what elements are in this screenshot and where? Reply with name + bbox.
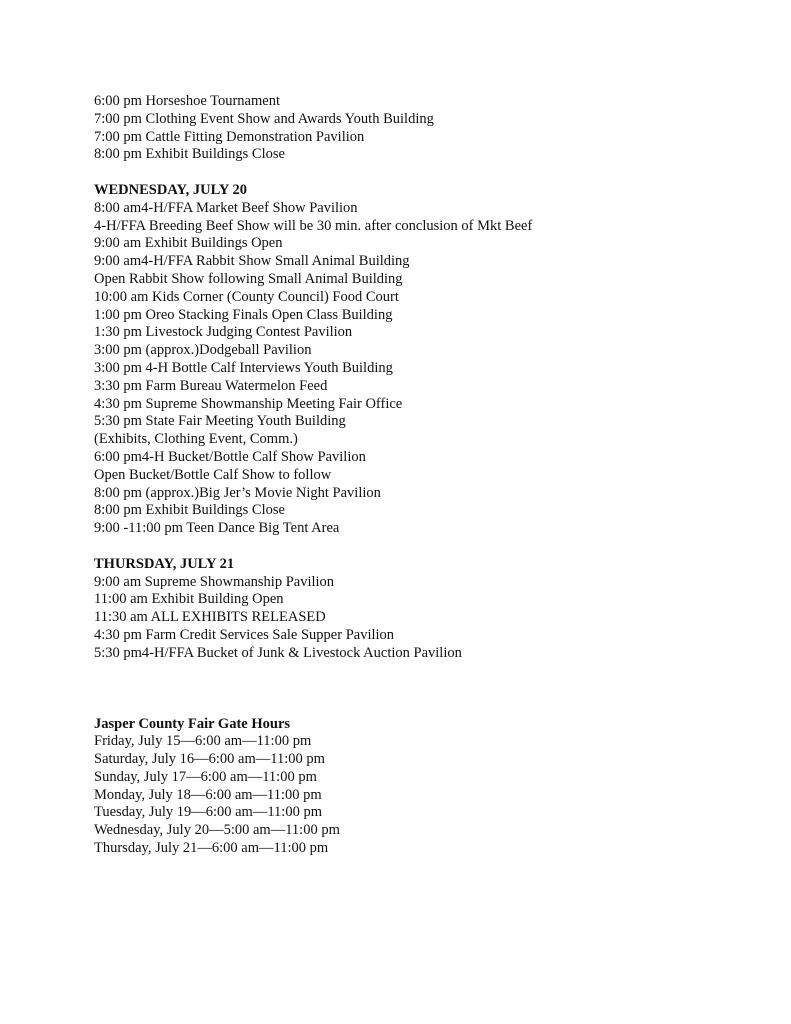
gate-hours-section — [94, 716, 754, 858]
schedule-line: 10:00 am Kids Corner (County Council) Food Court — [94, 288, 399, 305]
schedule-line: (Exhibits, Clothing Event, Comm.) — [94, 431, 298, 448]
schedule-line: 3:00 pm (approx.)Dodgeball Pavilion — [94, 342, 312, 359]
schedule-line: 9:00 am4-H/FFA Rabbit Show Small Animal Building — [94, 253, 410, 270]
schedule-line: 9:00 -11:00 pm Teen Dance Big Tent Area — [94, 520, 340, 537]
gate-hours-line: Thursday, July 21—6:00 am—11:00 pm — [94, 840, 329, 857]
schedule-line: 8:00 pm Exhibit Buildings Close — [94, 502, 285, 519]
gate-hours-line: Wednesday, July 20—5:00 am—11:00 pm — [94, 822, 340, 839]
schedule-line: 8:00 pm (approx.)Big Jer’s Movie Night Pavilion — [94, 484, 381, 501]
schedule-line: Open Bucket/Bottle Calf Show to follow — [94, 466, 332, 483]
schedule-line: 7:00 pm Cattle Fitting Demonstration Pavilion — [94, 128, 365, 145]
schedule-line: 5:30 pm4-H/FFA Bucket of Junk & Livestock Auction Pavilion — [94, 644, 462, 661]
spacer — [94, 538, 754, 556]
gate-hours-line: Tuesday, July 19—6:00 am—11:00 pm — [94, 804, 322, 821]
schedule-line: 6:00 pm4-H Bucket/Bottle Calf Show Pavilion — [94, 448, 366, 465]
spacer — [94, 164, 754, 182]
schedule-line: 5:30 pm State Fair Meeting Youth Building — [94, 413, 346, 430]
gate-hours-line: Sunday, July 17—6:00 am—11:00 pm — [94, 768, 317, 785]
schedule-line: 7:00 pm Clothing Event Show and Awards Youth Building — [94, 110, 434, 127]
gate-hours-line: Monday, July 18—6:00 am—11:00 pm — [94, 786, 322, 803]
schedule-line: 6:00 pm Horseshoe Tournament — [94, 93, 280, 109]
wednesday-section — [94, 182, 754, 538]
tuesday-evening-section — [94, 93, 754, 164]
schedule-line: 11:30 am ALL EXHIBITS RELEASED — [94, 609, 326, 626]
schedule-line: Open Rabbit Show following Small Animal Building — [94, 270, 403, 287]
day-heading: THURSDAY, JULY 21 — [94, 555, 235, 572]
gate-hours-line: Saturday, July 16—6:00 am—11:00 pm — [94, 751, 325, 768]
schedule-page — [94, 93, 754, 858]
schedule-line: 1:30 pm Livestock Judging Contest Pavilion — [94, 324, 353, 341]
schedule-line: 8:00 am4-H/FFA Market Beef Show Pavilion — [94, 199, 358, 216]
schedule-line: 4:30 pm Farm Credit Services Sale Supper Pavilion — [94, 626, 395, 643]
schedule-line: 9:00 am Exhibit Buildings Open — [94, 235, 283, 252]
schedule-line: 3:00 pm 4-H Bottle Calf Interviews Youth Building — [94, 359, 393, 376]
schedule-line: 4-H/FFA Breeding Beef Show will be 30 min. after conclusion of Mkt Beef — [94, 217, 533, 234]
spacer — [94, 663, 754, 716]
day-heading: WEDNESDAY, JULY 20 — [94, 181, 247, 198]
gate-hours-line: Friday, July 15—6:00 am—11:00 pm — [94, 733, 312, 750]
schedule-line: 1:00 pm Oreo Stacking Finals Open Class Building — [94, 306, 393, 323]
schedule-line: 3:30 pm Farm Bureau Watermelon Feed — [94, 377, 328, 394]
thursday-section — [94, 556, 754, 663]
gate-hours-heading: Jasper County Fair Gate Hours — [94, 715, 291, 732]
schedule-line: 8:00 pm Exhibit Buildings Close — [94, 146, 285, 163]
schedule-line: 4:30 pm Supreme Showmanship Meeting Fair Office — [94, 395, 403, 412]
schedule-line: 9:00 am Supreme Showmanship Pavilion — [94, 573, 335, 590]
schedule-line: 11:00 am Exhibit Building Open — [94, 591, 284, 608]
